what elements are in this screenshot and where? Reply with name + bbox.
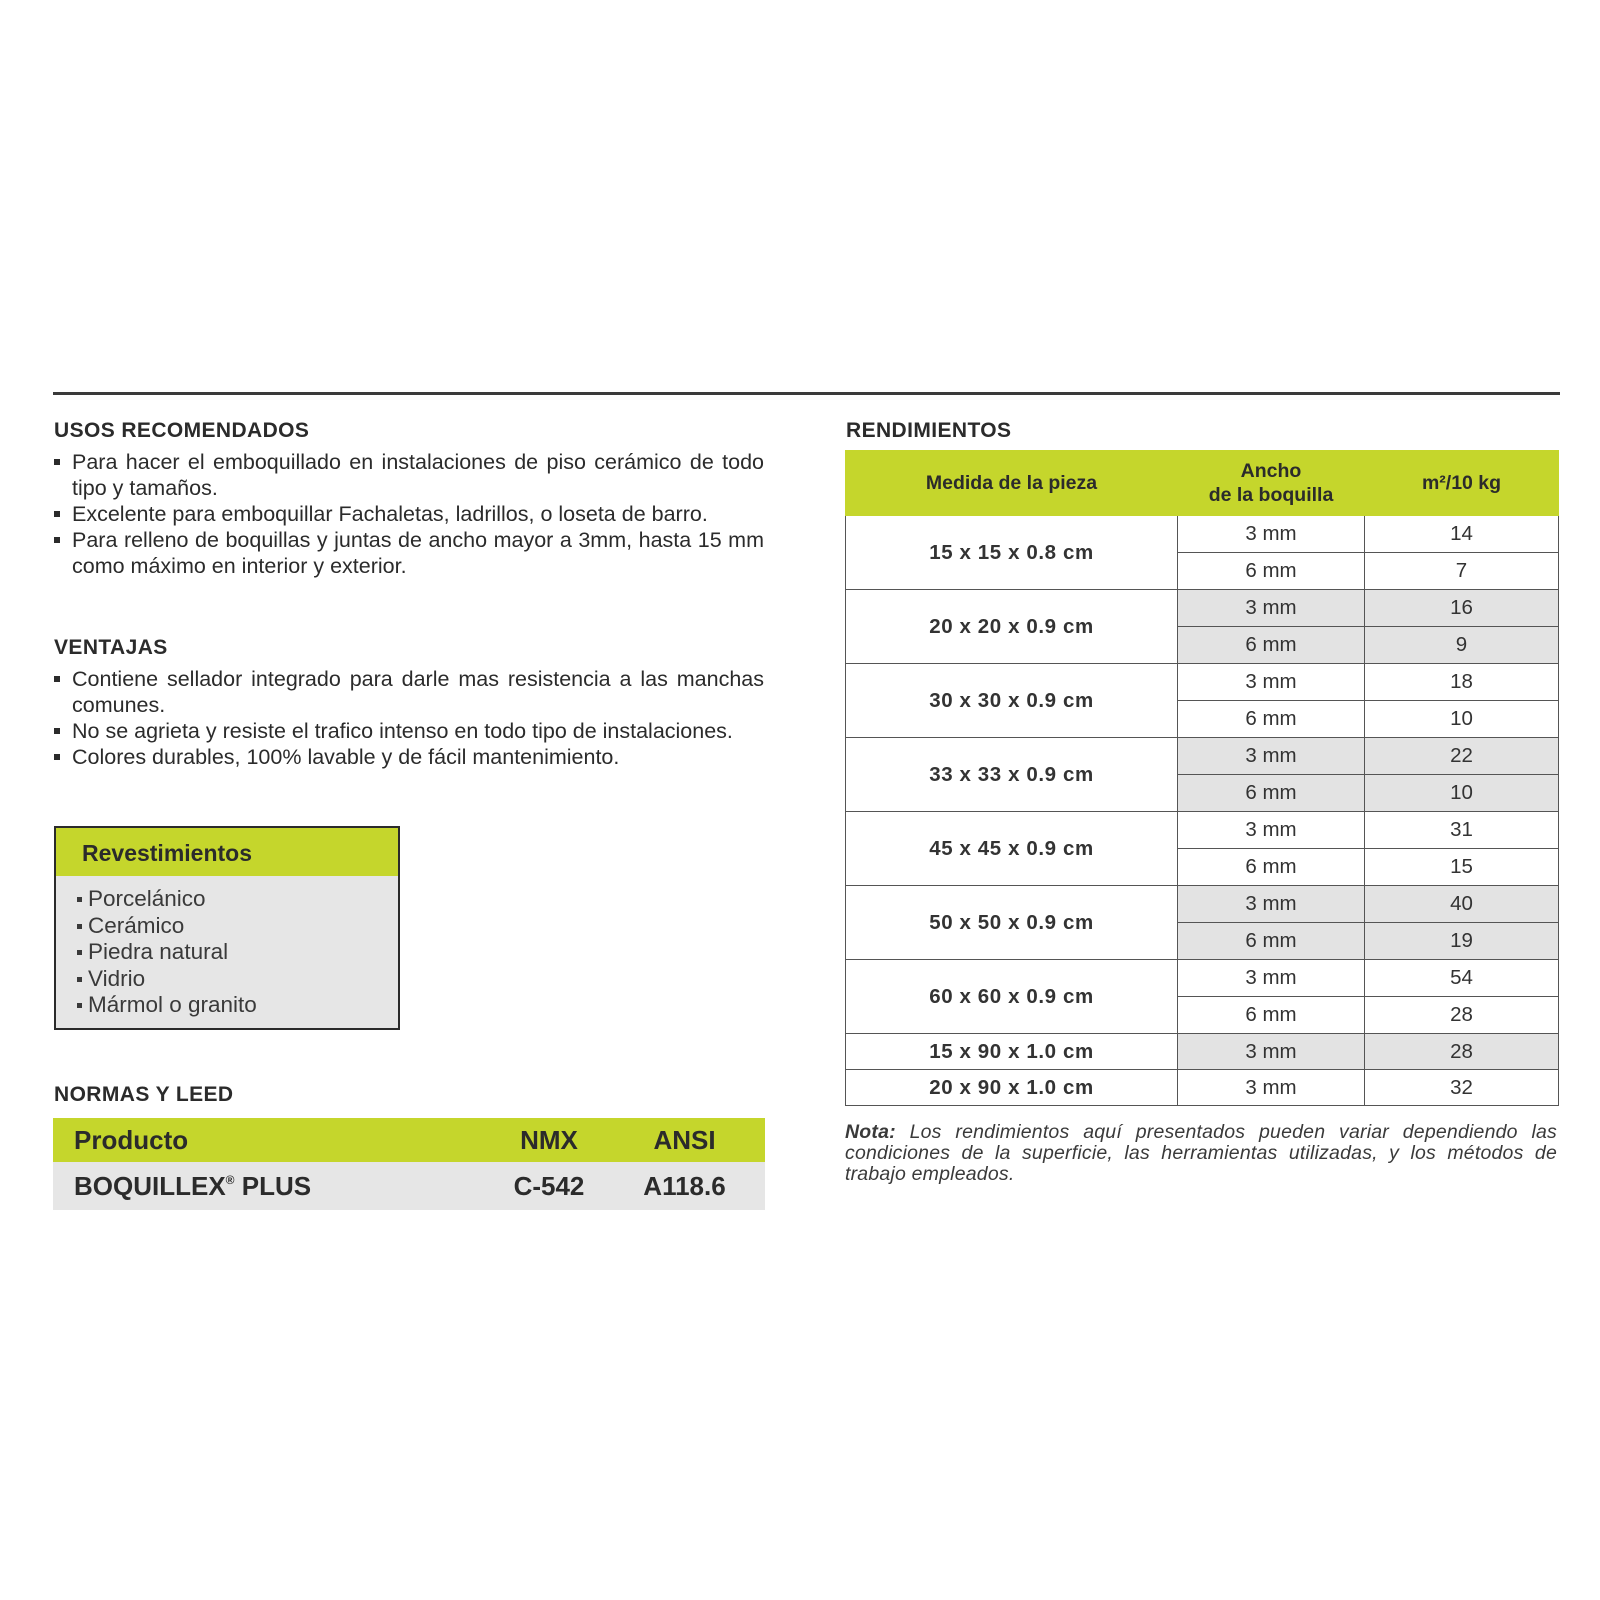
- list-item: Porcelánico: [76, 886, 398, 913]
- width-cell: 3 mm: [1178, 738, 1365, 775]
- width-cell: 3 mm: [1178, 812, 1365, 849]
- nota: [845, 1122, 1557, 1185]
- header-ancho-line1: Ancho: [1240, 460, 1302, 482]
- header-producto: Producto: [53, 1118, 474, 1162]
- yield-cell: 32: [1365, 1070, 1559, 1106]
- yield-cell: 15: [1365, 849, 1559, 886]
- size-cell: 45 x 45 x 0.9 cm: [846, 812, 1178, 886]
- normas-table: [53, 1118, 765, 1210]
- table-row: [846, 1034, 1559, 1070]
- size-cell: 50 x 50 x 0.9 cm: [846, 886, 1178, 960]
- yield-cell: 40: [1365, 886, 1559, 923]
- table-row: [846, 664, 1559, 701]
- width-cell: 3 mm: [1178, 886, 1365, 923]
- yield-cell: 31: [1365, 812, 1559, 849]
- table-row: [846, 960, 1559, 997]
- table-row: [846, 812, 1559, 849]
- list-item: Colores durables, 100% lavable y de fácil mantenimiento.: [52, 744, 764, 770]
- list-item: No se agrieta y resiste el trafico intenso en todo tipo de instalaciones.: [52, 718, 764, 744]
- yield-cell: 16: [1365, 590, 1559, 627]
- list-item: Para relleno de boquillas y juntas de ancho mayor a 3mm, hasta 15 mm como máximo en interior y exterior.: [52, 527, 764, 579]
- top-divider: [53, 392, 1560, 395]
- yield-cell: 19: [1365, 923, 1559, 960]
- ventajas-title: VENTAJAS: [54, 636, 168, 659]
- table-header-row: [846, 451, 1559, 516]
- product-nmx: C-542: [474, 1162, 624, 1210]
- nota-text: Los rendimientos aquí presentados pueden variar dependiendo las condiciones de la superficie, las herramientas utilizadas, y los métodos de trabajo empleados.: [845, 1121, 1557, 1185]
- list-item: Cerámico: [76, 913, 398, 940]
- list-item: Piedra natural: [76, 939, 398, 966]
- rendimientos-table: [845, 450, 1559, 1106]
- list-item: Para hacer el emboquillado en instalaciones de piso cerámico de todo tipo y tamaños.: [52, 449, 764, 501]
- revestimientos-box: [54, 826, 400, 1030]
- width-cell: 6 mm: [1178, 627, 1365, 664]
- size-cell: 15 x 90 x 1.0 cm: [846, 1034, 1178, 1070]
- header-ansi: ANSI: [624, 1118, 765, 1162]
- product-name: [53, 1162, 474, 1210]
- product-suffix: PLUS: [234, 1170, 312, 1201]
- table-row: [846, 1070, 1559, 1106]
- size-cell: 60 x 60 x 0.9 cm: [846, 960, 1178, 1034]
- yield-cell: 28: [1365, 1034, 1559, 1070]
- yield-cell: 54: [1365, 960, 1559, 997]
- width-cell: 6 mm: [1178, 923, 1365, 960]
- list-item: Mármol o granito: [76, 992, 398, 1019]
- header-ancho-line2: de la boquilla: [1208, 484, 1334, 506]
- table-row: [846, 738, 1559, 775]
- ventajas-list: [52, 666, 764, 770]
- table-row: [53, 1162, 765, 1210]
- width-cell: 3 mm: [1178, 516, 1365, 553]
- yield-cell: 10: [1365, 701, 1559, 738]
- table-header-row: [53, 1118, 765, 1162]
- width-cell: 3 mm: [1178, 590, 1365, 627]
- rendimientos-body: [846, 516, 1559, 1106]
- size-cell: 33 x 33 x 0.9 cm: [846, 738, 1178, 812]
- product-brand: BOQUILLEX: [74, 1170, 226, 1201]
- width-cell: 6 mm: [1178, 701, 1365, 738]
- normas-title: NORMAS Y LEED: [54, 1083, 234, 1106]
- usos-list: [52, 449, 764, 579]
- size-cell: 20 x 90 x 1.0 cm: [846, 1070, 1178, 1106]
- yield-cell: 28: [1365, 997, 1559, 1034]
- width-cell: 6 mm: [1178, 553, 1365, 590]
- yield-cell: 18: [1365, 664, 1559, 701]
- yield-cell: 10: [1365, 775, 1559, 812]
- width-cell: 6 mm: [1178, 997, 1365, 1034]
- list-item: Excelente para emboquillar Fachaletas, ladrillos, o loseta de barro.: [52, 501, 764, 527]
- header-rendimiento: m²/10 kg: [1365, 451, 1559, 516]
- width-cell: 6 mm: [1178, 849, 1365, 886]
- width-cell: 3 mm: [1178, 1034, 1365, 1070]
- yield-cell: 22: [1365, 738, 1559, 775]
- usos-title: USOS RECOMENDADOS: [54, 419, 310, 442]
- header-nmx: NMX: [474, 1118, 624, 1162]
- size-cell: 20 x 20 x 0.9 cm: [846, 590, 1178, 664]
- header-medida: Medida de la pieza: [846, 451, 1178, 516]
- size-cell: 30 x 30 x 0.9 cm: [846, 664, 1178, 738]
- product-ansi: A118.6: [624, 1162, 765, 1210]
- revestimientos-title: Revestimientos: [56, 828, 398, 876]
- registered-mark: ®: [225, 1172, 235, 1187]
- header-ancho: [1178, 451, 1365, 516]
- yield-cell: 9: [1365, 627, 1559, 664]
- width-cell: 3 mm: [1178, 960, 1365, 997]
- nota-label: Nota:: [845, 1121, 896, 1143]
- list-item: Vidrio: [76, 966, 398, 993]
- width-cell: 3 mm: [1178, 664, 1365, 701]
- size-cell: 15 x 15 x 0.8 cm: [846, 516, 1178, 590]
- yield-cell: 7: [1365, 553, 1559, 590]
- width-cell: 3 mm: [1178, 1070, 1365, 1106]
- table-row: [846, 516, 1559, 553]
- revestimientos-list: [56, 876, 398, 1019]
- table-row: [846, 886, 1559, 923]
- rendimientos-title: RENDIMIENTOS: [846, 419, 1012, 442]
- yield-cell: 14: [1365, 516, 1559, 553]
- width-cell: 6 mm: [1178, 775, 1365, 812]
- table-row: [846, 590, 1559, 627]
- list-item: Contiene sellador integrado para darle mas resistencia a las manchas comunes.: [52, 666, 764, 718]
